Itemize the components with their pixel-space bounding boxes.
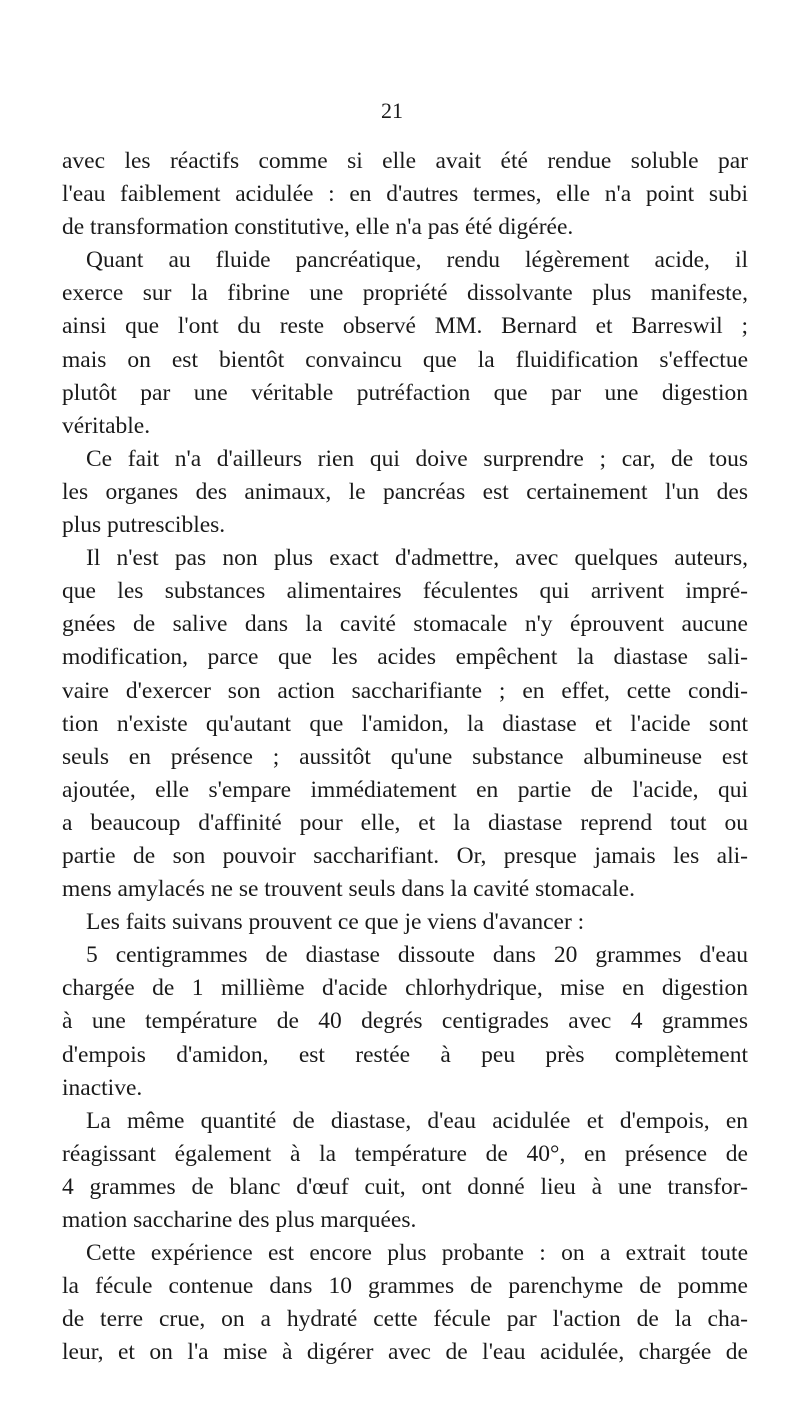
- paragraph-start-line: Ce fait n'a d'ailleurs rien qui doive surprendre ; car, de tous: [86, 445, 748, 472]
- text-line: plus putrescibles.: [62, 512, 226, 539]
- text-line: mens amylacés ne se trouvent seuls dans la cavité stomacale.: [62, 876, 635, 903]
- text-line: plutôt par une véritable putréfaction que par une digestion: [62, 379, 748, 406]
- text-line: de transformation constitutive, elle n'a pas été digérée.: [62, 214, 574, 241]
- text-line: la fécule contenue dans 10 grammes de parenchyme de pomme: [62, 1273, 748, 1300]
- paragraph-start-line: Il n'est pas non plus exact d'admettre, avec quelques auteurs,: [86, 545, 748, 572]
- text-line: a beaucoup d'affinité pour elle, et la diastase reprend tout ou: [62, 809, 748, 836]
- text-line: tion n'existe qu'autant que l'amidon, la diastase et l'acide sont: [62, 710, 748, 737]
- paragraph-start-line: 5 centigrammes de diastase dissoute dans 20 grammes d'eau: [86, 942, 748, 969]
- text-line: d'empois d'amidon, est restée à peu près complètement: [62, 1041, 748, 1068]
- text-line: à une température de 40 degrés centigrades avec 4 grammes: [62, 1008, 748, 1035]
- text-line: modification, parce que les acides empêchent la diastase sali-: [62, 644, 748, 671]
- text-line: ajoutée, elle s'empare immédiatement en partie de l'acide, qui: [62, 776, 748, 803]
- text-line: réagissant également à la température de 40°, en présence de: [62, 1140, 748, 1167]
- paragraph-start-line: La même quantité de diastase, d'eau acidulée et d'empois, en: [86, 1107, 748, 1134]
- page-number: 21: [381, 98, 403, 123]
- text-line: 4 grammes de blanc d'œuf cuit, ont donné lieu à une transfor-: [62, 1173, 748, 1200]
- text-line: seuls en présence ; aussitôt qu'une substance albumineuse est: [62, 743, 748, 770]
- text-line: ainsi que l'ont du reste observé MM. Bernard et Barreswil ;: [62, 313, 748, 340]
- text-line: leur, et on l'a mise à digérer avec de l'eau acidulée, chargée de: [62, 1339, 748, 1366]
- text-line: vaire d'exercer son action saccharifiante ; en effet, cette condi-: [62, 677, 748, 704]
- text-line: chargée de 1 millième d'acide chlorhydrique, mise en digestion: [62, 975, 748, 1002]
- paragraph-start-line: Quant au fluide pancréatique, rendu légèrement acide, il: [86, 247, 748, 274]
- body-text: [62, 145, 748, 1369]
- text-line: exerce sur la fibrine une propriété dissolvante plus manifeste,: [62, 280, 748, 307]
- paragraph-start-line: Les faits suivans prouvent ce que je viens d'avancer :: [86, 909, 585, 936]
- text-line: l'eau faiblement acidulée : en d'autres termes, elle n'a point subi: [62, 181, 748, 208]
- text-line: partie de son pouvoir saccharifiant. Or, presque jamais les ali-: [62, 842, 748, 869]
- text-line: inactive.: [62, 1074, 143, 1101]
- text-line: que les substances alimentaires féculentes qui arrivent impré-: [62, 578, 748, 605]
- text-line: gnées de salive dans la cavité stomacale n'y éprouvent aucune: [62, 611, 748, 638]
- text-line: les organes des animaux, le pancréas est certainement l'un des: [62, 478, 748, 505]
- text-line: mation saccharine des plus marquées.: [62, 1207, 417, 1233]
- text-line: de terre crue, on a hydraté cette fécule par l'action de la cha-: [62, 1306, 748, 1333]
- text-line: mais on est bientôt convaincu que la fluidification s'effectue: [62, 346, 748, 373]
- text-line: véritable.: [62, 412, 151, 439]
- text-line: avec les réactifs comme si elle avait été rendue soluble par: [62, 148, 748, 174]
- paragraph-start-line: Cette expérience est encore plus probante : on a extrait toute: [86, 1240, 748, 1267]
